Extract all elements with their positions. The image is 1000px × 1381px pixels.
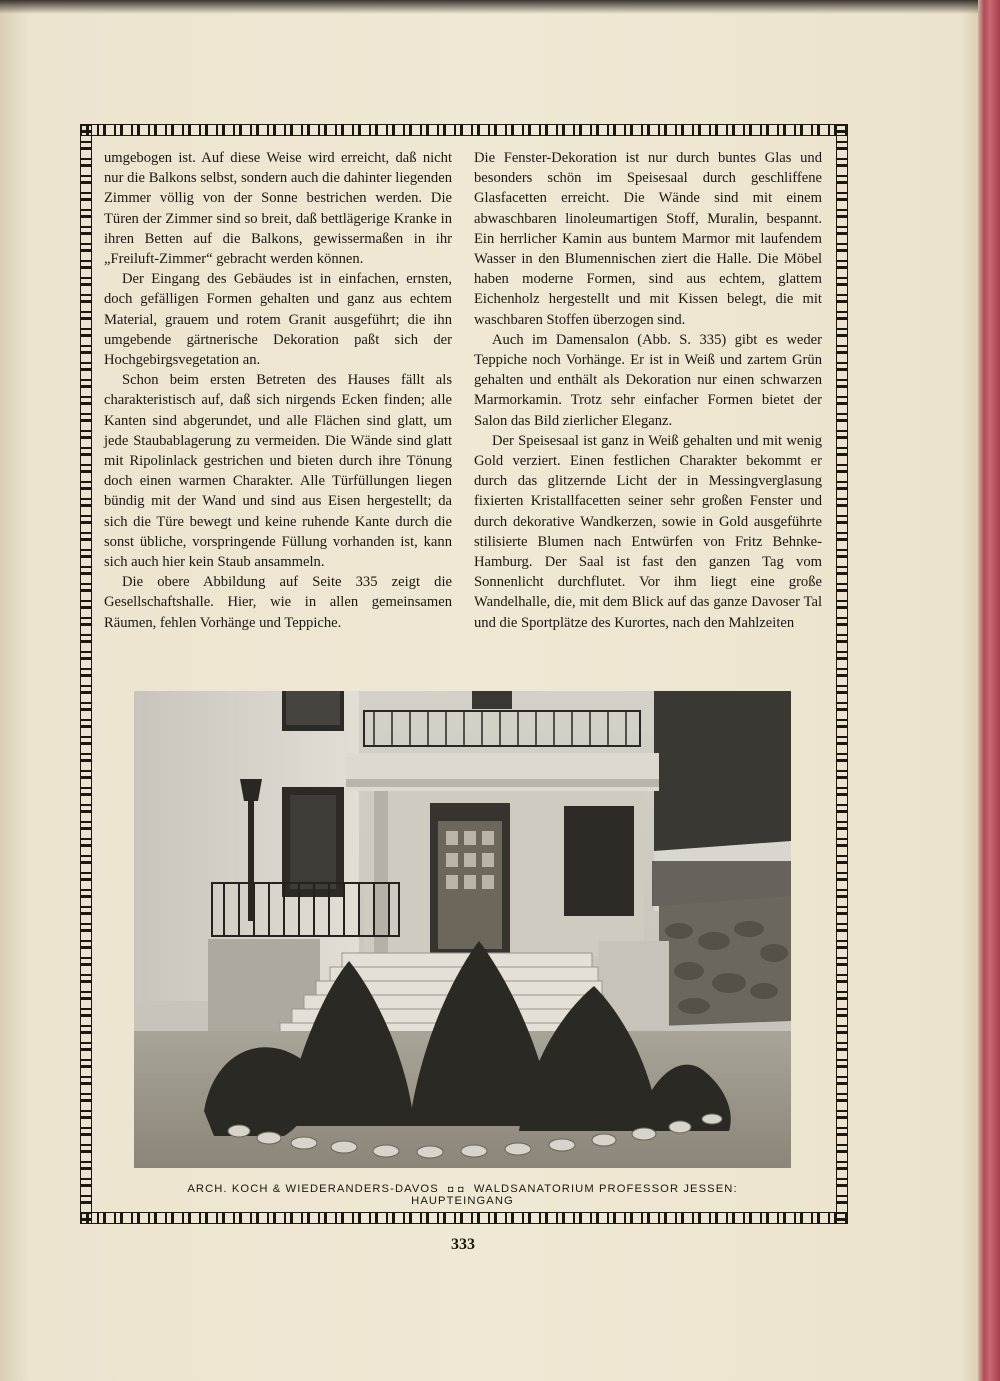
- paragraph: Der Speisesaal ist ganz in Weiß gehalten und mit wenig Gold verziert. Einen festlichen Charakter bekommt er durch das glitzernde Licht der in Messingverglasung fixierten Kristallfacetten seiner sehr großen Fenster und durch dekorative Wandkerzen, sowie in Gold ausgeführte stilisierte Blumen nach Entwürfen von Fritz Behnke-Hamburg. Der Saal ist fast den ganzen Tag vom Sonnenlicht durchflutet. Vor ihm liegt eine große Wandelhalle, die, mit dem Blick auf das ganze Davoser Tal und die Sportplätze des Kurortes, nach den Mahlzeiten: [474, 432, 822, 631]
- photo-caption: [134, 1183, 791, 1207]
- paragraph: Schon beim ersten Betreten des Hauses fällt als charakteristisch auf, daß sich nirgends Ecken finden; alle Kanten sind abgerundet, und alle Flächen sind glatt, um jede Staubablagerung zu vermeiden. Die Wände sind glatt mit Ripolinlack gestrichen und bieten durch ihre Tönung doch einen warmen Charakter. Alle Türfüllungen liegen bündig mit der Wand und sind aus Eisen hergestellt; da sich die Türe bewegt und keine ruhende Kante durch die sonst übliche, vorspringende Füllung vorhanden ist, kann sich auch hier kein Staub ansammeln.: [104, 372, 452, 571]
- frame-border-bottom: [80, 1212, 848, 1224]
- page-top-shadow: [0, 0, 1000, 14]
- frame-border-right: [836, 124, 848, 1224]
- paragraph: Der Eingang des Gebäudes ist in einfachen, ernsten, doch gefälligen Formen gehalten und ganz aus echtem Material, grauem und rotem Granit ausgeführt; die ihn umgebende gärtnerische Dekoration paßt sich der Hochgebirgsvegetation an.: [104, 271, 452, 369]
- paragraph: Auch im Damensalon (Abb. S. 335) gibt es weder Teppiche noch Vorhänge. Er ist in Weiß und zartem Grün gehalten und enthält als Dekoration nur einen schwarzen Marmorkamin. Trotz sehr einfacher Formen bietet der Salon das Bild zierlicher Eleganz.: [474, 331, 822, 429]
- paragraph: Die obere Abbildung auf Seite 335 zeigt die Gesellschaftshalle. Hier, wie in allen gemeinsamen Räumen, fehlen Vorhänge und Teppiche.: [104, 574, 452, 631]
- red-page-edge: [978, 0, 1000, 1381]
- entrance-illustration: [134, 691, 791, 1168]
- text-column-left: [104, 148, 452, 633]
- paragraph: umgebogen ist. Auf diese Weise wird erreicht, daß nicht nur die Balkons selbst, sondern auch die dahinter liegenden Zimmer völlig von der Sonne bestrichen werden. Die Türen der Zimmer sind so breit, daß bettlägerige Kranke in ihren Betten auf die Balkons, gewissermaßen in ihr „Freiluft-Zimmer“ gebracht werden können.: [104, 150, 452, 268]
- entrance-photograph: [134, 691, 791, 1168]
- frame-border-top: [80, 124, 848, 136]
- frame-border-left: [80, 124, 92, 1224]
- caption-separator: ◘ ◘: [448, 1184, 465, 1194]
- paragraph: Die Fenster-Dekoration ist nur durch buntes Glas und besonders schön im Speisesaal durch geschliffene Glasfacetten erreicht. Die Wände sind mit einem abwaschbaren linoleumartigen Stoff, Muralin, bespannt. Ein herrlicher Kamin aus buntem Marmor mit laufendem Wasser in den Blumennischen ziert die Halle. Die Möbel haben moderne Formen, sind aus echtem, glattem Eichenholz hergestellt und mit Kissen belegt, die mit waschbaren Stoffen überzogen sind.: [474, 150, 822, 328]
- caption-title: WALDSANATORIUM PROFESSOR JESSEN: HAUPTEINGANG: [411, 1183, 738, 1207]
- caption-architect: ARCH. KOCH & WIEDERANDERS-DAVOS: [187, 1183, 439, 1195]
- page-number: 333: [451, 1236, 475, 1253]
- text-column-right: [474, 148, 822, 633]
